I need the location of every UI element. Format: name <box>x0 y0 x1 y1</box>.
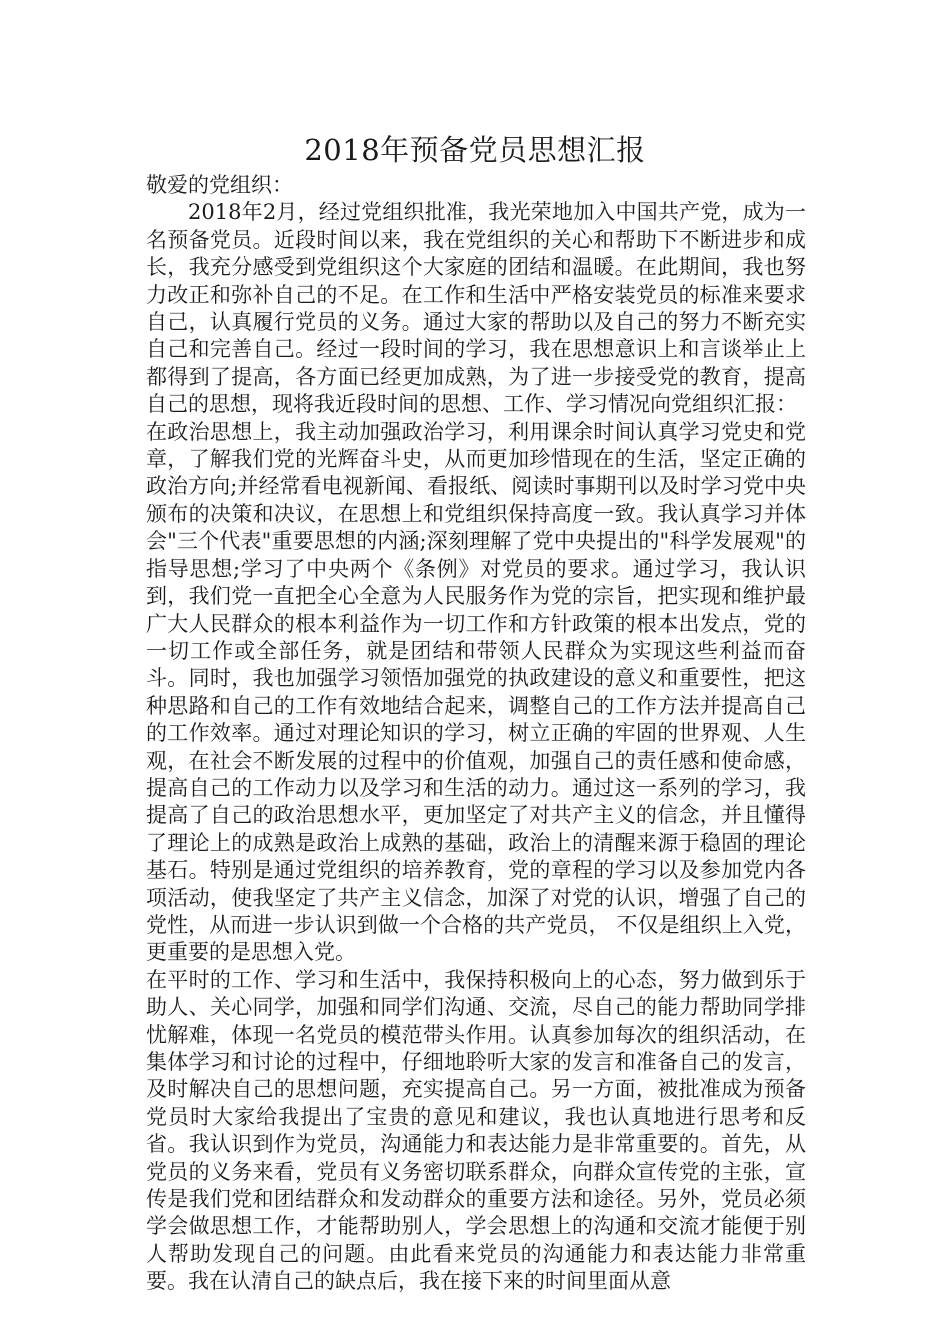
paragraph-intro: 2018年2月，经过党组织批准，我光荣地加入中国共产党，成为一名预备党员。近段时间以来，我在党组织的关心和帮助下不断进步和成长，我充分感受到党组织这个大家庭的团结和温暖。在此期间，我也努力改正和弥补自己的不足。在工作和生活中严格安装党员的标准来要求自己，认真履行党员的义务。通过大家的帮助以及自己的努力不断充实自己和完善自己。经过一段时间的学习，我在思想意识上和言谈举止上都得到了提高，各方面已经更加成熟，为了进一步接受党的教育，提高自己的思想，现将我近段时间的思想、工作、学习情况向党组织汇报： <box>146 200 806 417</box>
paragraph-political-thought: 在政治思想上，我主动加强政治学习，利用课余时间认真学习党史和党章，了解我们党的光辉奋斗史，从而更加珍惜现在的生活，坚定正确的政治方向;并经常看电视新闻、看报纸、阅读时事期刊以及时学习党中央颁布的决策和决议，在思想上和党组织保持高度一致。我认真学习并体会"三个代表"重要思想的内涵;深刻理解了党中央提出的"科学发展观"的指导思想;学习了中央两个《条例》对党员的要求。通过学习，我认识到，我们党一直把全心全意为人民服务作为党的宗旨，把实现和维护最广大人民群众的根本利益作为一切工作和方针政策的根本出发点，党的一切工作或全部任务，就是团结和带领人民群众为实现这些利益而奋斗。同时，我也加强学习领悟加强党的执政建设的意义和重要性，把这种思路和自己的工作有效地结合起来，调整自己的工作方法并提高自己的工作效率。通过对理论知识的学习，树立正确的牢固的世界观、人生观，在社会不断发展的过程中的价值观，加强自己的责任感和使命感，提高自己的工作动力以及学习和生活的动力。通过这一系列的学习，我提高了自己的政治思想水平，更加坚定了对共产主义的信念，并且懂得了理论上的成熟是政治上成熟的基础，政治上的清醒来源于稳固的理论基石。特别是通过党组织的培养教育，党的章程的学习以及参加党内各项活动，使我坚定了共产主义信念，加深了对党的认识，增强了自己的党性，从而进一步认识到做一个合格的共产党员， 不仅是组织上入党， 更重要的是思想入党。 <box>146 419 806 965</box>
document-body <box>146 172 806 1296</box>
document-title: 2018年预备党员思想汇报 <box>304 133 646 167</box>
salutation: 敬爱的党组织： <box>146 173 293 197</box>
paragraph-daily-work: 在平时的工作、学习和生活中，我保持积极向上的心态，努力做到乐于助人、关心同学，加强和同学们沟通、交流，尽自己的能力帮助同学排忧解难，体现一名党员的模范带头作用。认真参加每次的组织活动，在集体学习和讨论的过程中，仔细地聆听大家的发言和准备自己的发言，及时解决自己的思想问题，充实提高自己。另一方面，被批准成为预备党员时大家给我提出了宝贵的意见和建议，我也认真地进行思考和反省。我认识到作为党员，沟通能力和表达能力是非常重要的。首先，从党员的义务来看，党员有义务密切联系群众，向群众宣传党的主张，宣传是我们党和团结群众和发动群众的重要方法和途径。另外，党员必须学会做思想工作，才能帮助别人，学会思想上的沟通和交流才能便于别人帮助发现自己的问题。由此看来党员的沟通能力和表达能力非常重要。我在认清自己的缺点后，我在接下来的时间里面从意 <box>146 967 806 1294</box>
